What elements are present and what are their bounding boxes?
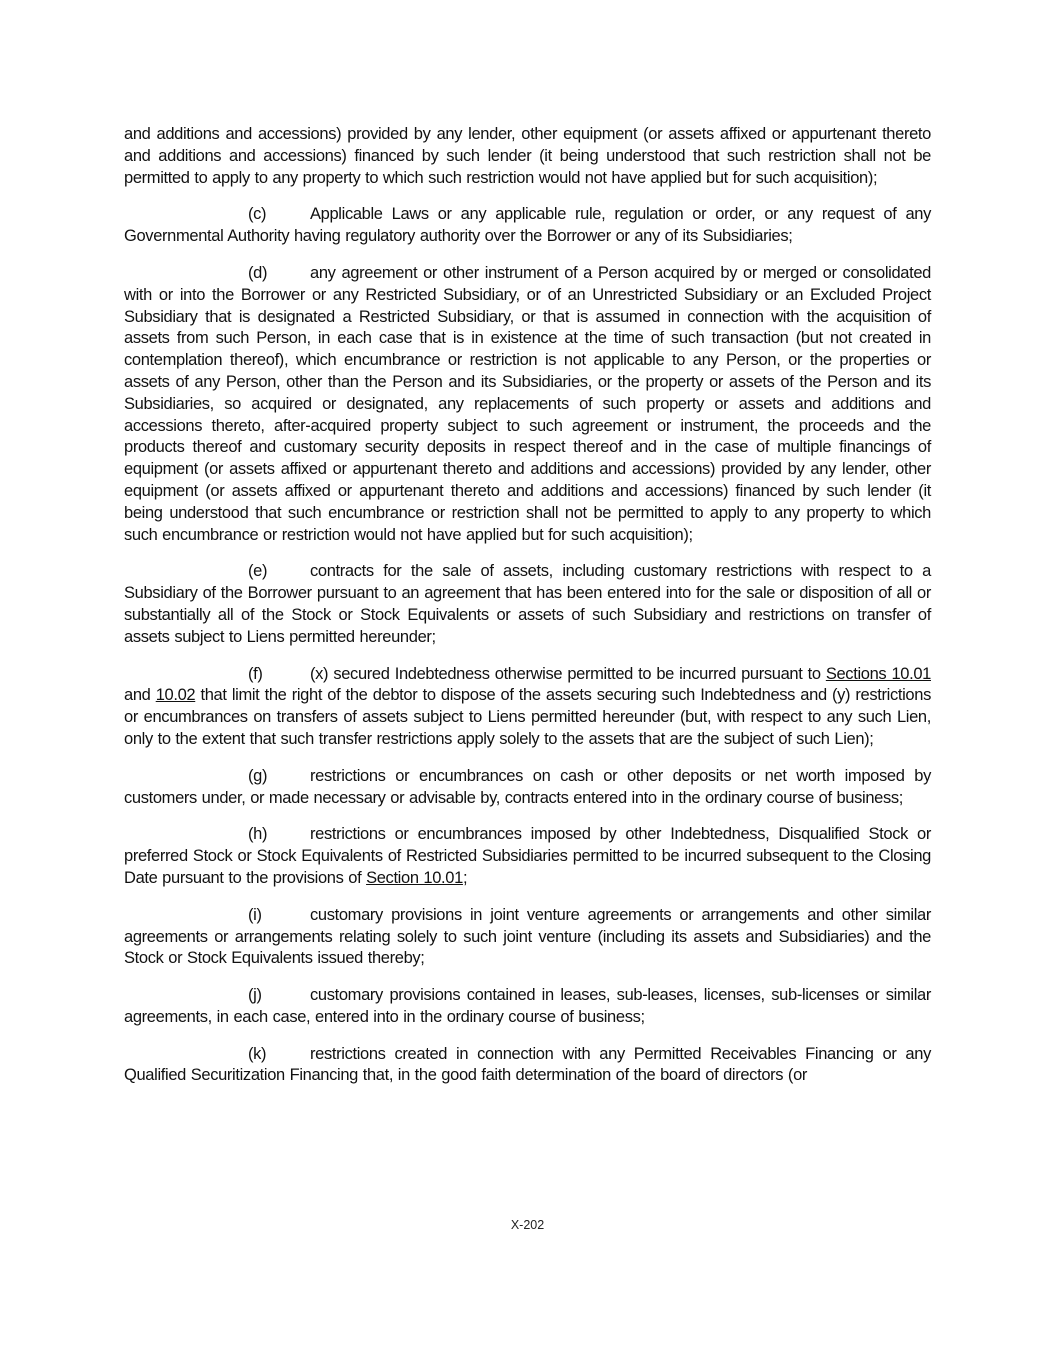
clause-label: (j) xyxy=(248,986,262,1005)
clause-label: (f) xyxy=(248,664,263,683)
clause-text: any agreement or other instrument of a Person acquired by or merged or consolidated with or into the Borrower or any Restricted Subsidiary, or of an Unrestricted Subsidiary or an Excluded Project Subsidiary that is designated a Restricted Subsidiary, or that is assumed in connection with the acquisition of assets from such Person, in each case that is in existence at the time of such transaction (but not created in contemplation thereof), which encumbrance or restriction is not applicable to any Person, or the properties or assets of any Person, other than the Person and its Subsidiaries, or the property or assets of the Person and its Subsidiaries, so acquired or designated, any replacements of such property or assets and additions and accessions thereto, after-acquired property subject to such agreement or instrument, the proceeds and the products thereof and customary security deposits in respect thereof and in the case of multiple financings of equipment (or assets affixed or appurtenant thereto and additions and accessions) provided by any lender, other equipment (or assets affixed or appurtenant thereto and additions and accessions) financed by such lender (it being understood that such encumbrance or restriction shall not be permitted to apply to any property to which such encumbrance or restriction would not have applied but for such acquisition); xyxy=(124,263,931,544)
clause-text: restrictions or encumbrances on cash or other deposits or net worth imposed by customers under, or made necessary or advisable by, contracts entered into in the ordinary course of business; xyxy=(124,766,931,807)
clause-c xyxy=(124,204,931,248)
clause-text: contracts for the sale of assets, including customary restrictions with respect to a Subsidiary of the Borrower pursuant to an agreement that has been entered into for the sale or disposition of all or substantially all of the Stock or Stock Equivalents or assets of such Subsidiary and restrictions on transfer of assets subject to Liens permitted hereunder; xyxy=(124,562,931,646)
section-reference: 10.02 xyxy=(155,686,196,705)
clause-label: (c) xyxy=(248,205,267,224)
continuation-paragraph: and additions and accessions) provided by any lender, other equipment (or assets affixed or appurtenant thereto and additions and accessions) financed by such lender (it being understood that such restriction shall not be permitted to apply to any property to which such restriction would not have applied but for such acquisition); xyxy=(124,125,931,187)
clause-text: customary provisions contained in leases, sub-leases, licenses, sub-licenses or similar agreements, in each case, entered into in the ordinary course of business; xyxy=(124,986,931,1026)
section-reference: Section 10.01 xyxy=(366,868,463,887)
clause-e xyxy=(124,561,931,648)
clause-f xyxy=(124,664,931,751)
clause-text: ; xyxy=(462,868,468,887)
clause-j xyxy=(124,985,931,1029)
document-page xyxy=(124,124,931,1102)
clause-label: (i) xyxy=(248,905,262,924)
page-number: X-202 xyxy=(510,1218,545,1232)
clause-label: (g) xyxy=(248,766,268,785)
clause-text: Applicable Laws or any applicable rule, regulation or order, or any request of any Governmental Authority having regulatory authority over the Borrower or any of its Subsidiaries; xyxy=(124,205,931,246)
clause-label: (h) xyxy=(248,825,268,844)
clause-label: (e) xyxy=(248,562,268,581)
clause-i xyxy=(124,905,931,970)
clause-text: that limit the right of the debtor to dispose of the assets securing such Indebtedness and (y) restrictions or encumbrances on transfers of assets subject to Liens permitted hereunder (but, with respect to any such Lien, only to the extent that such transfer restrictions apply solely to the assets that are the subject of such Lien); xyxy=(124,686,931,748)
clause-text: and xyxy=(124,686,156,705)
clause-d xyxy=(124,263,931,546)
clause-h xyxy=(124,824,931,889)
section-reference: Sections 10.01 xyxy=(825,664,931,683)
clause-k xyxy=(124,1044,931,1088)
clause-label: (k) xyxy=(248,1044,267,1063)
clause-text: customary provisions in joint venture agreements or arrangements and other similar agreements or arrangements relating solely to such joint venture (including its assets and Subsidiaries) and the Stock or Stock Equivalents issued thereby; xyxy=(124,905,931,968)
clause-text: (x) secured Indebtedness otherwise permitted to be incurred pursuant to xyxy=(310,664,826,683)
clause-text: restrictions or encumbrances imposed by other Indebtedness, Disqualified Stock or preferred Stock or Stock Equivalents of Restricted Subsidiaries permitted to be incurred subsequent to the Closing Date pursuant to the provisions of xyxy=(124,825,931,887)
clause-g xyxy=(124,766,931,810)
clause-text: restrictions created in connection with any Permitted Receivables Financing or any Qualified Securitization Financing that, in the good faith determination of the board of directors (or xyxy=(124,1044,931,1085)
clause-label: (d) xyxy=(248,263,268,282)
